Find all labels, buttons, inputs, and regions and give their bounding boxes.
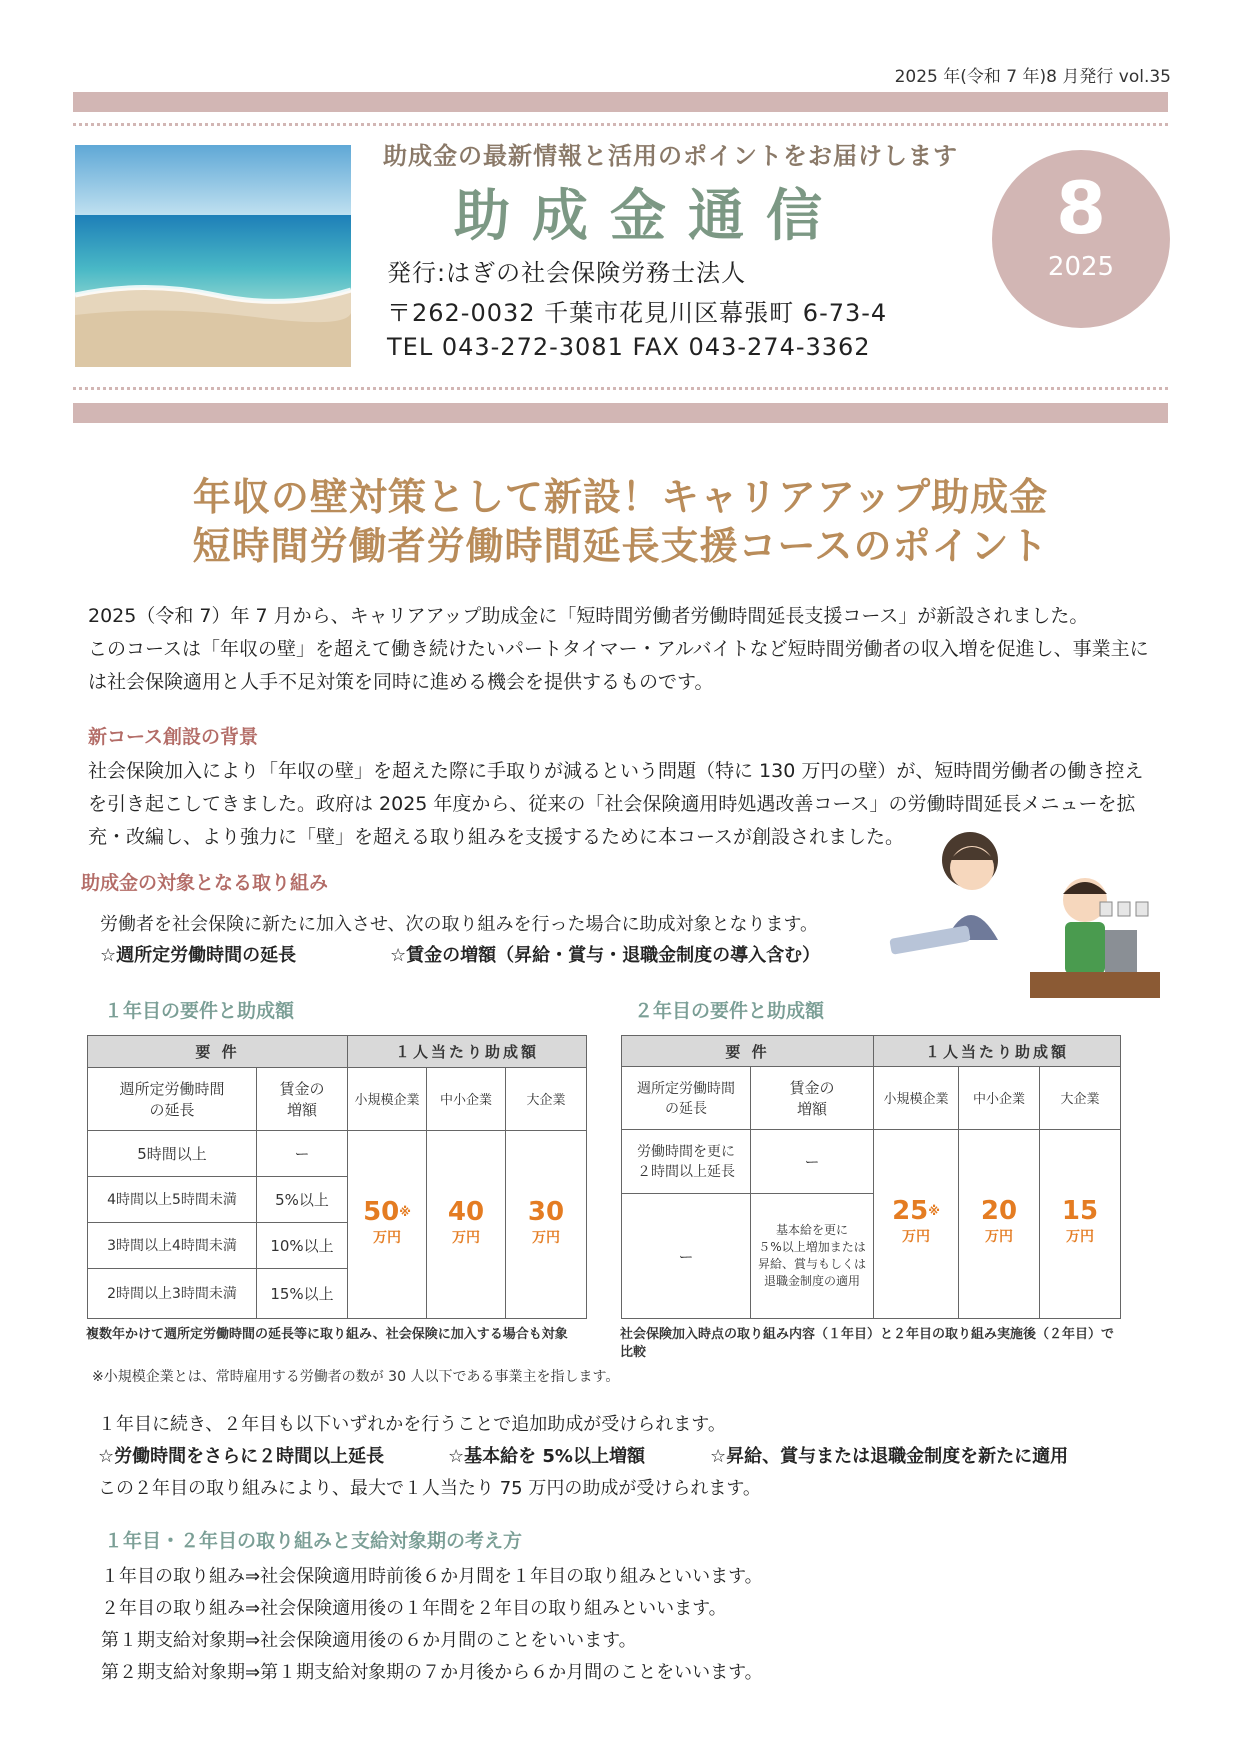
target-item-hours: ☆週所定労働時間の延長 xyxy=(100,945,297,966)
table2-amount-mid-value: 20 xyxy=(980,1195,1018,1226)
background-text: 社会保険加入により「年収の壁」を超えた際に手取りが減るという問題（特に 130 万円の壁）が、短時間労働者の働き控えを引き起こしてきました。政府は 2025 年度から、従来の「社会保険適用時処遇改善コース」の労働時間延長メニューを拡充・改編し、より強力に「壁」を超える取り組みを支援するために本コースが創設されました。 xyxy=(88,760,1144,848)
periods-line3: 第１期支給対象期⇒社会保険適用後の６か月間のことをいいます。 xyxy=(101,1630,637,1651)
table1-row1-wage: ー xyxy=(257,1131,348,1177)
issue-info: 2025 年(令和 7 年)8 月発行 vol.35 xyxy=(894,67,1171,87)
table2-header-amount: １人当たり助成額 xyxy=(874,1036,1121,1067)
issue-month: 8 xyxy=(1055,166,1107,250)
table1-amount-large xyxy=(506,1131,587,1319)
tagline: 助成金の最新情報と活用のポイントをお届けします xyxy=(383,142,958,170)
intro-line1: 2025（令和 7）年 7 月から、キャリアアップ助成金に「短時間労働者労働時間延長支援コース」が新設されました。 xyxy=(88,605,1089,627)
table2-amount-small xyxy=(874,1129,959,1318)
headline-line1: 年収の壁対策として新設！キャリアアップ助成金 xyxy=(192,475,1049,519)
table1-row3-hours: 3時間以上4時間未満 xyxy=(88,1222,257,1268)
table1-amount-mark: ※ xyxy=(399,1204,411,1219)
background-heading: 新コース創設の背景 xyxy=(88,726,259,748)
table2-amount-large-value: 15 xyxy=(1061,1195,1099,1226)
table2-unit-small: 万円 xyxy=(902,1228,930,1245)
table1-row4-wage: 15%以上 xyxy=(257,1268,348,1318)
second-year-text: １年目に続き、２年目も以下いずれかを行うことで追加助成が受けられます。 xyxy=(98,1414,726,1435)
table2-row2-wage: 基本給を更に ５%以上増加または昇給、賞与もしくは退職金制度の適用 xyxy=(751,1194,874,1319)
second-year-item3: ☆昇給、賞与または退職金制度を新たに適用 xyxy=(710,1446,1069,1467)
table1-header-amount: １人当たり助成額 xyxy=(348,1036,587,1068)
footnote: ※小規模企業とは、常時雇用する労働者の数が 30 人以下である事業主を指します。 xyxy=(92,1369,620,1385)
table2-header-req: 要 件 xyxy=(622,1036,874,1067)
second-year-item1: ☆労働時間をさらに２時間以上延長 xyxy=(98,1446,385,1467)
office-staff-illustration xyxy=(880,820,1160,1000)
table2-unit-large: 万円 xyxy=(1066,1228,1094,1245)
target-heading: 助成金の対象となる取り組み xyxy=(81,872,329,894)
table2-note: 社会保険加入時点の取り組み内容（１年目）と２年目の取り組み実施後（２年目）で比較 xyxy=(620,1327,1115,1360)
table1-row3-wage: 10%以上 xyxy=(257,1222,348,1268)
table1-col-small: 小規模企業 xyxy=(348,1067,427,1130)
newsletter-title: 助成金通信 xyxy=(454,184,844,249)
table2-col-large: 大企業 xyxy=(1040,1067,1121,1129)
target-item-wages: ☆賃金の増額（昇給・賞与・退職金制度の導入含む） xyxy=(390,945,821,966)
table1-amount-small xyxy=(348,1131,427,1319)
table1-amount-small-value: 50 xyxy=(363,1196,400,1227)
table2-amount-large xyxy=(1040,1129,1121,1318)
table2-amount-mid xyxy=(959,1129,1040,1318)
target-text: 労働者を社会保険に新たに加入させ、次の取り組みを行った場合に助成対象となります。 xyxy=(100,914,819,935)
periods-heading: １年目・２年目の取り組みと支給対象期の考え方 xyxy=(104,1530,523,1552)
table1-col-wage: 賃金の 増額 xyxy=(257,1067,348,1130)
header-bottom-bar xyxy=(73,403,1168,423)
table1-amount-large-value: 30 xyxy=(527,1196,565,1227)
second-year-item2: ☆基本給を 5%以上増額 xyxy=(448,1446,645,1467)
table2-amount-small-value: 25 xyxy=(892,1195,929,1226)
table1-amount-mid-value: 40 xyxy=(447,1196,485,1227)
table2 xyxy=(621,1035,1121,1319)
table1-amount-mid xyxy=(427,1131,506,1319)
table1 xyxy=(87,1035,587,1319)
table2-col-mid: 中小企業 xyxy=(959,1067,1040,1129)
table1-unit-mid: 万円 xyxy=(452,1229,480,1246)
table2-row2-hours: ー xyxy=(622,1194,751,1319)
intro-line2: このコースは「年収の壁」を超えて働き続けたいパートタイマー・アルバイトなど短時間労働者の収入増を促進し、事業主には社会保険適用と人手不足対策を同時に進める機会を提供するものです。 xyxy=(88,638,1149,693)
header-dotted-line-bottom xyxy=(73,387,1168,390)
table1-row1-hours: 5時間以上 xyxy=(88,1131,257,1177)
table2-row1-wage: ー xyxy=(751,1129,874,1194)
address: 〒262-0032 千葉市花見川区幕張町 6-73-4 xyxy=(387,299,888,327)
table2-caption: ２年目の要件と助成額 xyxy=(634,1000,825,1022)
table1-unit-small: 万円 xyxy=(373,1229,401,1246)
table1-row2-hours: 4時間以上5時間未満 xyxy=(88,1176,257,1222)
table1-col-mid: 中小企業 xyxy=(427,1067,506,1130)
periods-line4: 第２期支給対象期⇒第１期支給対象期の７か月後から６か月間のことをいいます。 xyxy=(101,1662,763,1683)
issue-year: 2025 xyxy=(1047,252,1115,282)
table1-col-hours: 週所定労働時間 の延長 xyxy=(88,1067,257,1130)
table2-col-hours: 週所定労働時間 の延長 xyxy=(622,1067,751,1129)
table1-caption: １年目の要件と助成額 xyxy=(104,1000,295,1022)
table1-row2-wage: 5%以上 xyxy=(257,1176,348,1222)
table2-unit-mid: 万円 xyxy=(985,1228,1013,1245)
periods-line2: ２年目の取り組み⇒社会保険適用後の１年間を２年目の取り組みといいます。 xyxy=(101,1598,727,1619)
header-top-bar xyxy=(73,92,1168,112)
issue-month-badge xyxy=(992,150,1170,328)
table1-header-req: 要 件 xyxy=(88,1036,348,1068)
intro-paragraph xyxy=(88,600,1158,699)
table2-row1-hours: 労働時間を更に ２時間以上延長 xyxy=(622,1129,751,1194)
headline-line2: 短時間労働者労働時間延長支援コースのポイント xyxy=(192,524,1049,568)
table2-col-small: 小規模企業 xyxy=(874,1067,959,1129)
table2-amount-mark: ※ xyxy=(928,1203,940,1218)
table1-row4-hours: 2時間以上3時間未満 xyxy=(88,1268,257,1318)
periods-line1: １年目の取り組み⇒社会保険適用時前後６か月間を１年目の取り組みといいます。 xyxy=(101,1566,763,1587)
header-dotted-line xyxy=(73,123,1168,126)
publisher: 発行:はぎの社会保険労務士法人 xyxy=(387,259,747,287)
beach-image xyxy=(75,145,351,367)
second-year-summary: この２年目の取り組みにより、最大で１人当たり 75 万円の助成が受けられます。 xyxy=(98,1478,761,1499)
table1-unit-large: 万円 xyxy=(532,1229,560,1246)
tel-fax: TEL 043-272-3081 FAX 043-274-3362 xyxy=(387,333,871,361)
table1-col-large: 大企業 xyxy=(506,1067,587,1130)
table2-col-wage: 賃金の 増額 xyxy=(751,1067,874,1129)
table1-note: 複数年かけて週所定労働時間の延長等に取り組み、社会保険に加入する場合も対象 xyxy=(86,1327,568,1342)
